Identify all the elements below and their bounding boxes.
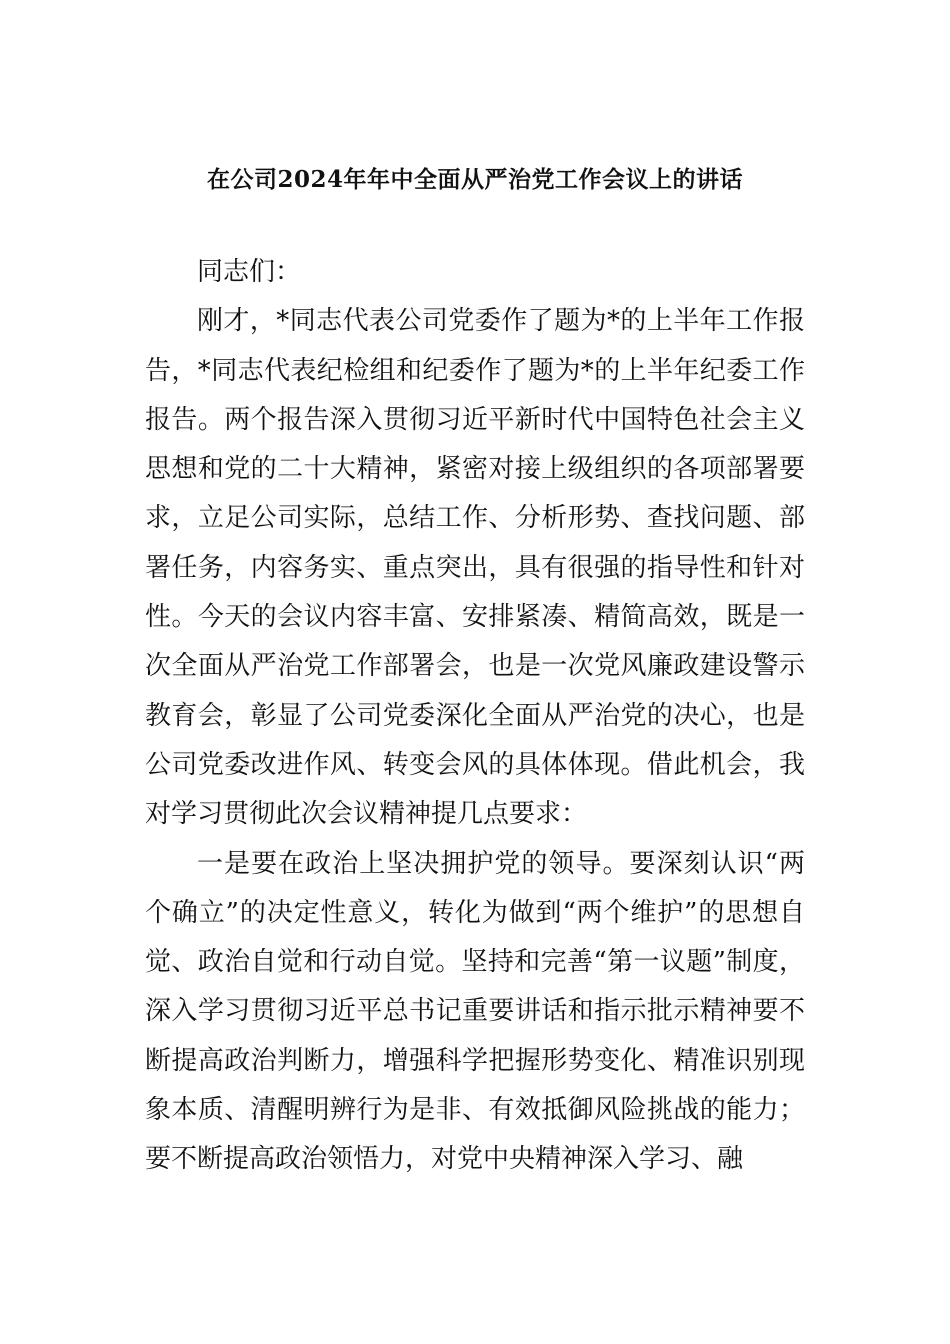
body-paragraph: 一是要在政治上坚决拥护党的领导。要深刻认识“两个确立”的决定性意义，转化为做到“两个维护”的思想自觉、政治自觉和行动自觉。坚持和完善“第一议题”制度，深入学习贯彻习近平总书记重要讲话和指示批示精神要不断提高政治判断力，增强科学把握形势变化、精准识别现象本质、清醒明辨行为是非、有效抵御风险挑战的能力；要不断提高政治领悟力，对党中央精神深入学习、融 — [145, 848, 805, 1175]
document-body — [145, 248, 805, 1185]
salutation-paragraph: 同志们： — [197, 257, 302, 287]
document-title: 在公司2024年年中全面从严治党工作会议上的讲话 — [206, 166, 743, 193]
body-paragraph: 刚才，*同志代表公司党委作了题为*的上半年工作报告，*同志代表纪检组和纪委作了题为*的上半年纪委工作报告。两个报告深入贯彻习近平新时代中国特色社会主义思想和党的二十大精神，紧密对接上级组织的各项部署要求，立足公司实际，总结工作、分析形势、查找问题、部署任务，内容务实、重点突出，具有很强的指导性和针对性。今天的会议内容丰富、安排紧凑、精简高效，既是一次全面从严治党工作部署会，也是一次党风廉政建设警示教育会，彰显了公司党委深化全面从严治党的决心，也是公司党委改进作风、转变会风的具体体现。借此机会，我对学习贯彻此次会议精神提几点要求： — [145, 306, 805, 830]
